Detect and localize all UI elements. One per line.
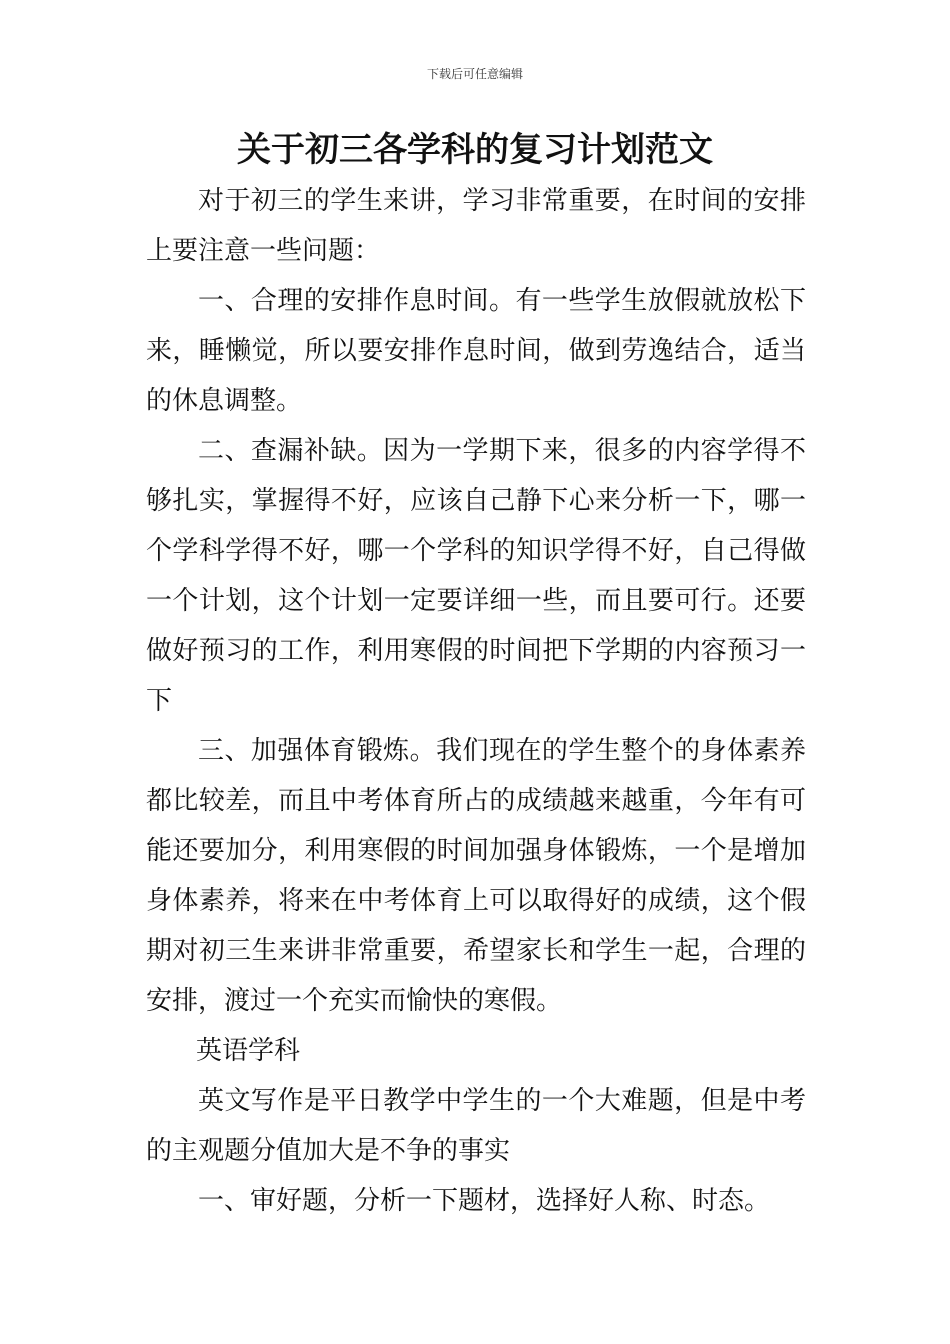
point-two-paragraph: 二、查漏补缺。因为一学期下来，很多的内容学得不够扎实，掌握得不好，应该自己静下心来分析一下，哪一个学科学得不好，哪一个学科的知识学得不好，自己得做一个计划，这个计划一定要详细一些，而且要可行。还要做好预习的工作，利用寒假的时间把下学期的内容预习一下 bbox=[146, 436, 806, 716]
english-intro-paragraph: 英文写作是平日教学中学生的一个大难题，但是中考的主观题分值加大是不争的事实 bbox=[146, 1086, 806, 1166]
point-one-paragraph: 一、合理的安排作息时间。有一些学生放假就放松下来，睡懒觉，所以要安排作息时间，做到劳逸结合，适当的休息调整。 bbox=[146, 286, 806, 416]
header-note: 下载后可任意编辑 bbox=[426, 67, 523, 81]
section-heading-english: 英语学科 bbox=[196, 1036, 301, 1066]
point-three-paragraph: 三、加强体育锻炼。我们现在的学生整个的身体素养都比较差，而且中考体育所占的成绩越来越重，今年有可能还要加分，利用寒假的时间加强身体锻炼，一个是增加身体素养，将来在中考体育上可以取得好的成绩，这个假期对初三生来讲非常重要，希望家长和学生一起，合理的安排，渡过一个充实而愉快的寒假。 bbox=[146, 736, 806, 1016]
intro-paragraph: 对于初三的学生来讲，学习非常重要，在时间的安排上要注意一些问题： bbox=[146, 186, 806, 266]
page-title: 关于初三各学科的复习计划范文 bbox=[237, 130, 713, 170]
document-body bbox=[146, 176, 806, 1226]
english-point-one-paragraph: 一、审好题，分析一下题材，选择好人称、时态。 bbox=[198, 1186, 771, 1216]
